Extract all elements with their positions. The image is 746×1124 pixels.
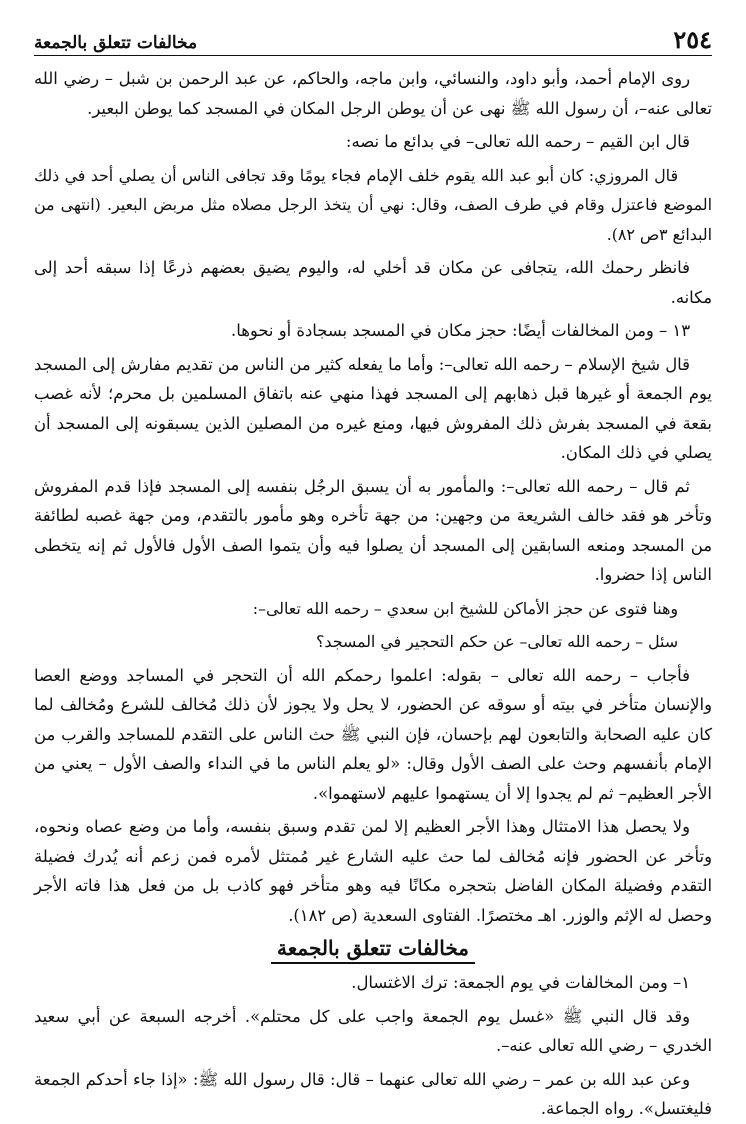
quoted-paragraph: سئل – رحمه الله تعالى– عن حكم التحجير في المسجد؟ xyxy=(316,632,678,651)
running-title: مخالفات تتعلق بالجمعة xyxy=(34,33,198,53)
paragraph: وقد قال النبي ﷺ «غسل يوم الجمعة واجب على كل محتلم». أخرجه السبعة عن أبي سعيد الخدري – رضي الله تعالى عنه–. xyxy=(34,1006,712,1055)
paragraph: ولا يحصل هذا الامتثال وهذا الأجر العظيم إلا لمن تقدم وسبق بنفسه، وأما من وضع عصاه ونحوه، وتأخر عن الحضور فإنه مُخالف لما حث عليه الشارع غير مُمتثل لأمره فمن زعم أنه يُدرك فضيلة التقدم وفضيلة المكان الفاضل بتحجره مكانًا فيه وهو متأخر فهو كاذب بل من فعل هذا فاته الأجر وحصل له الإثم والوزر. اهـ مختصرًا. الفتاوى السعدية (ص ١٨٢). xyxy=(34,817,712,925)
paragraph: قال ابن القيم – رحمه الله تعالى– في بدائع ما نصه: xyxy=(345,132,690,151)
page-number: ٢٥٤ xyxy=(673,25,712,54)
quoted-paragraph: وهنا فتوى عن حجز الأماكن للشيخ ابن سعدي – رحمه الله تعالى–: xyxy=(252,598,678,618)
paragraph: قال شيخ الإسلام – رحمه الله تعالى–: وأما ما يفعله كثير من الناس من تقديم مفارش إلى المسجد يوم الجمعة أو غيرها قبل ذهابهم إلى المسجد فهذا منهي عنه باتفاق المسلمين بل محرم؛ لأنه غصب بقعة في المسجد بفرش ذلك المفروش فيها، ومنع غيره من المصلين الذين يسبقونه إلى المسجد أن يصلي في ذلك المكان. xyxy=(34,354,712,462)
paragraph: ثم قال – رحمه الله تعالى–: والمأمور به أن يسبق الرجُل بنفسه إلى المسجد فإذا قدم المفروش وتأخر هو فقد خالف الشريعة من وجهين: من جهة تأخره وهو مأمور بالتقدم، ومن جهة غصبه لطائفة من المسجد ومنعه السابقين إلى المسجد أن يصلوا فيه وأن يتموا الصف الأول فالأول ثم إنه يتخطى الناس إذا حضروا. xyxy=(34,476,712,584)
page-body xyxy=(34,64,712,1124)
paragraph: وعن عبد الله بن عمر – رضي الله تعالى عنهما – قال: قال رسول الله ﷺ: «إذا جاء أحدكم الجمعة فليغتسل». رواه الجماعة. xyxy=(34,1069,712,1118)
page-header xyxy=(34,25,712,56)
paragraph: فأجاب – رحمه الله تعالى – بقوله: اعلموا رحمكم الله أن التحجر في المساجد ووضع العصا والإنسان متأخر في بيته أو سوقه عن الحضور، لا يحل ولا يجوز لأن ذلك مُخالف للشرع ومُخالف لما كان عليه الصحابة والتابعون لهم بإحسان، فإن النبي ﷺ حث الناس على التقدم للمساجد والقرب من الإمام بأنفسهم وحث على الصف الأول وقال: «لو يعلم الناس ما في النداء والصف الأول – يعني من الأجر العظيم– ثم لم يجدوا إلا أن يستهموا عليهم لاستهموا». xyxy=(34,665,712,803)
paragraph: ١٣ – ومن المخالفات أيضًا: حجز مكان في المسجد بسجادة أو نحوها. xyxy=(231,321,690,340)
paragraph: روى الإمام أحمد، وأبو داود، والنسائي، وابن ماجه، والحاكم، عن عبد الرحمن بن شبل – رضي الله تعالى عنه–، أن رسول الله ﷺ نهى عن أن يوطن الرجل المكان في المسجد كما يوطن البعير. xyxy=(34,69,712,118)
section-heading-text: مخالفات تتعلق بالجمعة xyxy=(271,936,475,964)
quoted-paragraph: قال المروزي: كان أبو عبد الله يقوم خلف الإمام فجاء يومًا وقد تجافى الناس أن يصلي أحد في ذلك الموضع فاعتزل وقام في طرف الصف، وقال: نهي أن يتخذ الرجل مصلاه مثل مربض البعير. (انتهى من البدائع ٣ص ٨٢). xyxy=(34,165,712,244)
paragraph: فانظر رحمك الله، يتجافى عن مكان قد أخلي له، واليوم يضيق بعضهم ذرعًا إذا سبقه أحد إلى مكانه. xyxy=(34,258,712,307)
paragraph: ١– ومن المخالفات في يوم الجمعة: ترك الاغتسال. xyxy=(351,973,690,992)
section-heading xyxy=(34,934,712,962)
